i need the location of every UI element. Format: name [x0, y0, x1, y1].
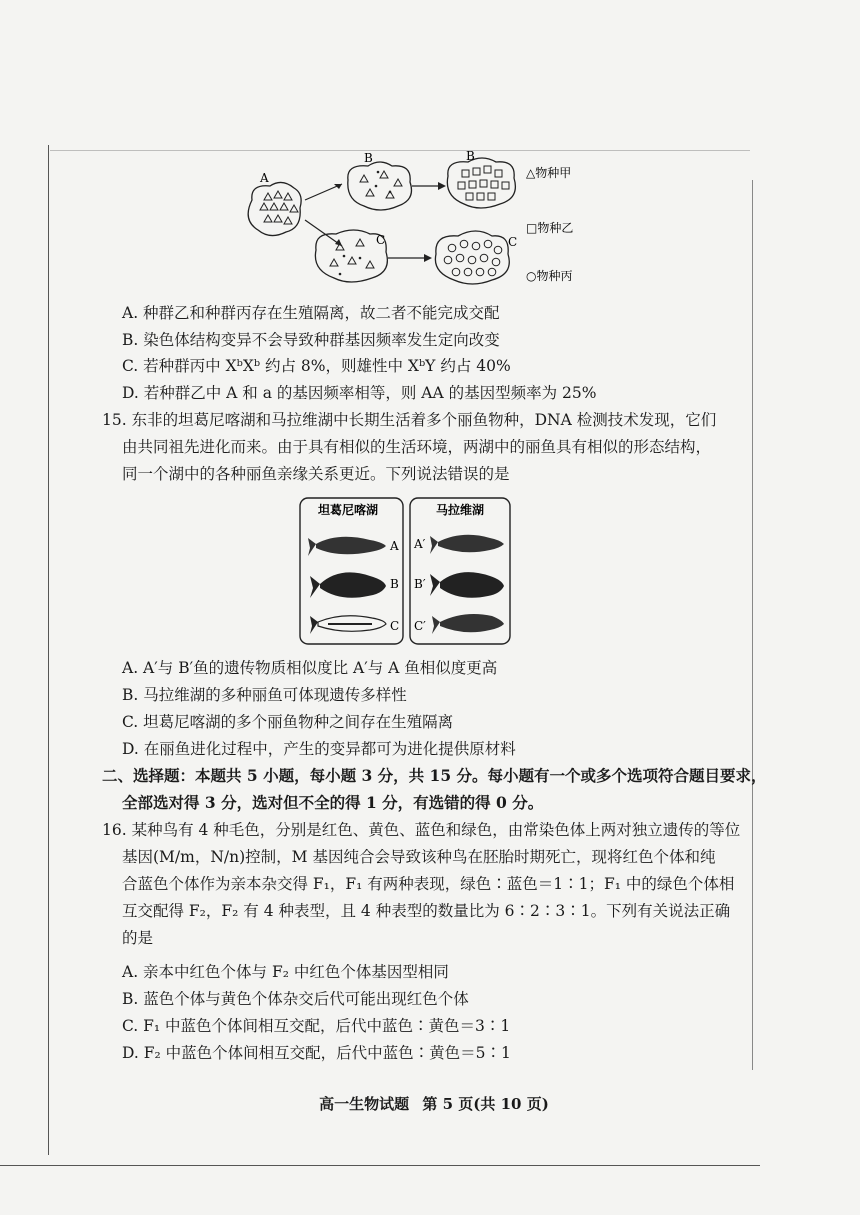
q16-option-d: D. F₂ 中蓝色个体间相互交配，后代中蓝色∶黄色＝5∶1 — [122, 1044, 511, 1062]
q16-stem-line-5: 的是 — [122, 929, 154, 947]
margin-line-right — [752, 180, 753, 1070]
circles-c2 — [444, 240, 502, 276]
legend-species-bing: ○物种丙 — [526, 269, 573, 283]
bottom-rule — [0, 1165, 760, 1166]
q14-option-b: B. 染色体结构变异不会导致种群基因频率发生定向改变 — [122, 331, 500, 349]
label-a: A — [260, 171, 269, 185]
fish-label-b-prime: B′ — [414, 577, 426, 591]
footer-page-number: 第 5 页(共 10 页) — [422, 1095, 549, 1113]
fish-label-c-prime: C′ — [414, 619, 426, 633]
q16-option-a: A. 亲本中红色个体与 F₂ 中红色个体基因型相同 — [122, 963, 449, 981]
q15-option-a: A. A′与 B′鱼的遗传物质相似度比 A′与 A 鱼相似度更高 — [122, 659, 498, 677]
q15-stem-line-2: 由共同祖先进化而来。由于具有相似的生活环境，两湖中的丽鱼具有相似的形态结构， — [122, 438, 712, 456]
lake-fish-figure — [298, 496, 513, 648]
footer-subject: 高一生物试题 — [319, 1095, 410, 1113]
q14-option-d: D. 若种群乙中 A 和 a 的基因频率相等，则 AA 的基因型频率为 25% — [122, 384, 597, 402]
squares-b2 — [458, 166, 509, 200]
q14-option-a: A. 种群乙和种群丙存在生殖隔离，故二者不能完成交配 — [122, 304, 500, 322]
legend-species-yi: □物种乙 — [526, 221, 574, 235]
fish-b-prime-icon — [430, 572, 504, 598]
page-footer — [0, 1093, 860, 1114]
q14-option-c: C. 若种群丙中 XᵇXᵇ 约占 8%，则雄性中 XᵇY 约占 40% — [122, 357, 511, 375]
fish-c-icon — [310, 616, 386, 634]
fish-b-icon — [310, 572, 386, 598]
legend-species-jia: △物种甲 — [526, 166, 572, 180]
q16-stem-line-3: 合蓝色个体作为亲本杂交得 F₁，F₁ 有两种表现，绿色∶蓝色＝1∶1；F₁ 中的绿色个体相 — [122, 875, 735, 893]
population-c2-blob — [435, 231, 509, 284]
q15-stem-line-3: 同一个湖中的各种丽鱼亲缘关系更近。下列说法错误的是 — [122, 465, 510, 483]
fish-label-b: B — [390, 577, 399, 591]
triangles-b — [360, 171, 402, 198]
label-c: C — [376, 233, 386, 247]
q15-option-b: B. 马拉维湖的多种丽鱼可体现遗传多样性 — [122, 686, 407, 704]
q15-option-c: C. 坦葛尼喀湖的多个丽鱼物种之间存在生殖隔离 — [122, 713, 454, 731]
section-2-heading-line-1: 二、选择题：本题共 5 小题，每小题 3 分，共 15 分。每小题有一个或多个选项符合题目要求， — [102, 766, 767, 785]
q15-stem-line-1: 15. 东非的坦葛尼喀湖和马拉维湖中长期生活着多个丽鱼物种，DNA 检测技术发现，它们 — [102, 411, 717, 429]
triangles-a — [260, 191, 298, 224]
q16-option-b: B. 蓝色个体与黄色个体杂交后代可能出现红色个体 — [122, 990, 469, 1008]
speciation-diagram — [230, 150, 630, 295]
fish-label-a-prime: A′ — [414, 537, 426, 551]
dots-c — [339, 255, 362, 276]
fish-label-c: C — [390, 619, 400, 633]
fish-c-prime-icon — [432, 614, 504, 634]
fish-a-prime-icon — [430, 535, 504, 554]
fish-label-a: A — [390, 539, 399, 553]
margin-line-left — [48, 145, 49, 1155]
fish-a-icon — [308, 537, 386, 556]
lake-left-title: 坦葛尼喀湖 — [318, 503, 379, 517]
q15-option-d: D. 在丽鱼进化过程中，产生的变异都可为进化提供原材料 — [122, 740, 516, 758]
section-2-heading-line-2: 全部选对得 3 分，选对但不全的得 1 分，有选错的得 0 分。 — [122, 793, 544, 812]
dots-b — [375, 171, 392, 194]
q16-option-c: C. F₁ 中蓝色个体间相互交配，后代中蓝色∶黄色＝3∶1 — [122, 1017, 511, 1035]
label-b: B — [364, 151, 373, 165]
q16-stem-line-2: 基因(M/m，N/n)控制，M 基因纯合会导致该种鸟在胚胎时期死亡，现将红色个体和纯 — [122, 848, 716, 866]
label-b2: B — [466, 150, 475, 163]
lake-right-title: 马拉维湖 — [436, 503, 485, 517]
q16-stem-line-4: 互交配得 F₂，F₂ 有 4 种表型，且 4 种表型的数量比为 6∶2∶3∶1。下列有关说法正确 — [122, 902, 731, 920]
population-a-blob — [248, 182, 301, 235]
q16-stem-line-1: 16. 某种鸟有 4 种毛色，分别是红色、黄色、蓝色和绿色，由常染色体上两对独立遗传的等位 — [102, 821, 741, 839]
label-c2: C — [508, 235, 518, 249]
